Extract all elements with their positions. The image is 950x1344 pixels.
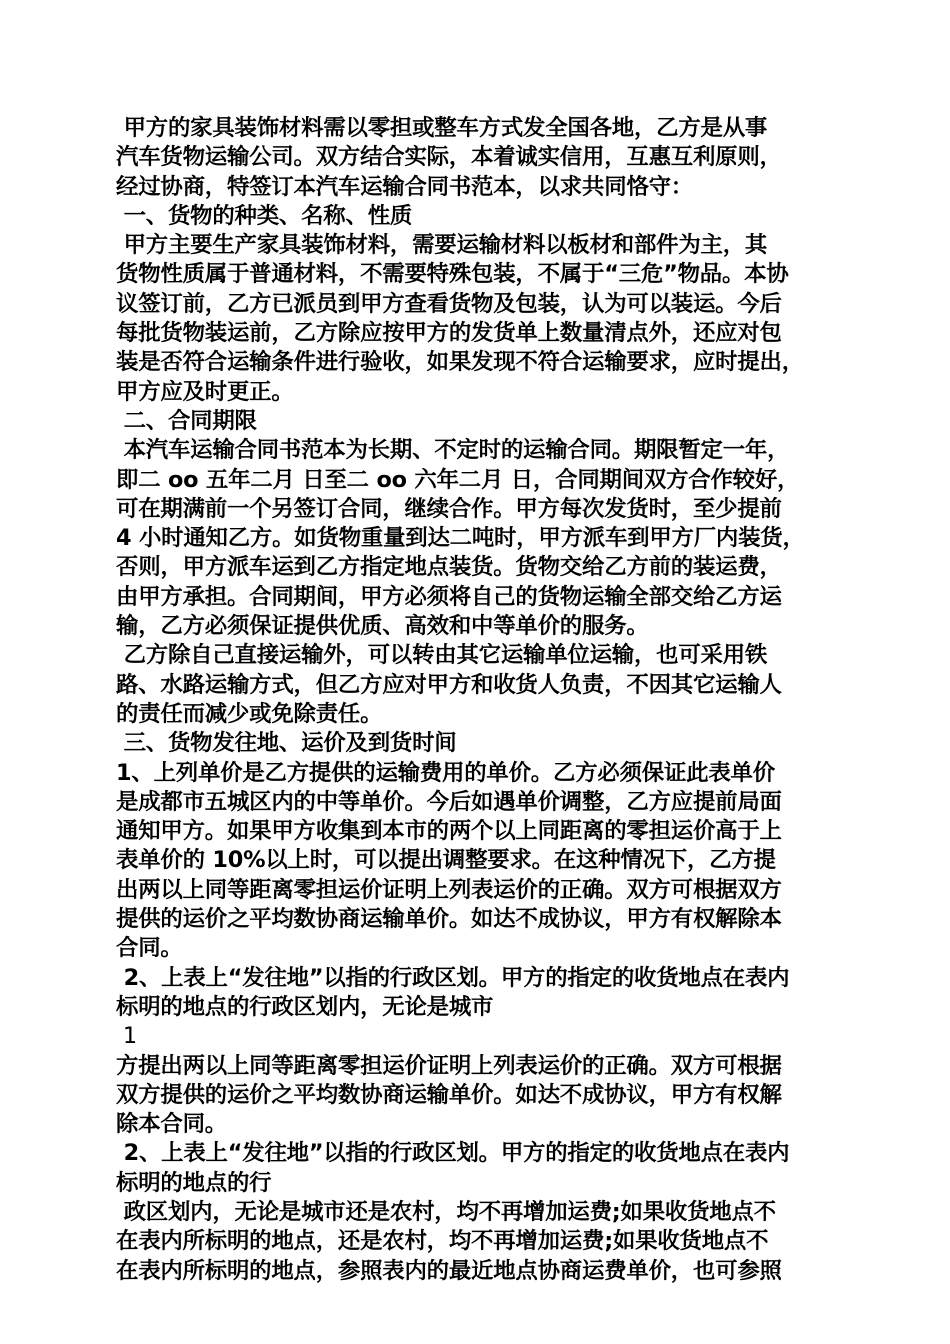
paragraph-line: 提供的运价之平均数协商运输单价。如达不成协议，甲方有权解除本	[116, 906, 782, 933]
paragraph-line: 本汽车运输合同书范本为长期、不定时的运输合同。期限暂定一年，	[116, 437, 790, 464]
paragraph-line: 标明的地点的行政区划内，无论是城市	[116, 993, 494, 1020]
paragraph-line: 否则，甲方派车运到乙方指定地点装货。货物交给乙方前的装运费，	[116, 554, 782, 581]
paragraph-line: 2、上表上“发往地”以指的行政区划。甲方的指定的收货地点在表内	[116, 1140, 790, 1167]
paragraph-line: 由甲方承担。合同期间，甲方必须将自己的货物运输全部交给乙方运	[116, 583, 782, 610]
paragraph-line: 经过协商，特签订本汽车运输合同书范本，以求共同恪守：	[116, 173, 693, 200]
paragraph-line: 的责任而减少或免除责任。	[116, 700, 383, 727]
section-heading: 二、合同期限	[116, 407, 257, 434]
paragraph-line: 乙方除自己直接运输外，可以转由其它运输单位运输，也可采用铁	[116, 642, 768, 669]
paragraph-line: 可在期满前一个另签订合同，继续合作。甲方每次发货时，至少提前	[116, 495, 782, 522]
paragraph-line: 除本合同。	[116, 1111, 227, 1138]
paragraph-line: 甲方主要生产家具装饰材料，需要运输材料以板材和部件为主，其	[116, 232, 768, 259]
paragraph-line: 表单价的 10%以上时，可以提出调整要求。在这种情况下，乙方提	[116, 847, 776, 874]
paragraph-line: 4 小时通知乙方。如货物重量到达二吨时，甲方派车到甲方厂内装货，	[116, 525, 805, 552]
paragraph-line: 1、上列单价是乙方提供的运输费用的单价。乙方必须保证此表单价	[116, 759, 775, 786]
paragraph-line: 2、上表上“发往地”以指的行政区划。甲方的指定的收货地点在表内	[116, 964, 790, 991]
paragraph-line: 议签订前，乙方已派员到甲方查看货物及包装，认为可以装运。今后	[116, 290, 782, 317]
paragraph-line: 路、水路运输方式，但乙方应对甲方和收货人负责，不因其它运输人	[116, 671, 782, 698]
paragraph-line: 每批货物装运前，乙方除应按甲方的发货单上数量清点外，还应对包	[116, 320, 782, 347]
paragraph-line: 通知甲方。如果甲方收集到本市的两个以上同距离的零担运价高于上	[116, 818, 782, 845]
paragraph-line: 甲方应及时更正。	[116, 378, 294, 405]
page-number: 1	[116, 1023, 137, 1050]
paragraph-line: 方提出两以上同等距离零担运价证明上列表运价的正确。双方可根据	[116, 1052, 782, 1079]
paragraph-line: 双方提供的运价之平均数协商运输单价。如达不成协议，甲方有权解	[116, 1081, 782, 1108]
contract-text	[116, 114, 844, 1286]
paragraph-line: 即二 oo 五年二月 日至二 oo 六年二月 日，合同期间双方合作较好，	[116, 466, 800, 493]
section-heading: 一、货物的种类、名称、性质	[116, 202, 413, 229]
paragraph-line: 出两以上同等距离零担运价证明上列表运价的正确。双方可根据双方	[116, 876, 782, 903]
paragraph-line: 在表内所标明的地点，还是农村，均不再增加运费;如果收货地点不	[116, 1228, 769, 1255]
paragraph-line: 甲方的家具装饰材料需以零担或整车方式发全国各地，乙方是从事	[116, 115, 768, 141]
section-heading: 三、货物发往地、运价及到货时间	[116, 730, 457, 757]
paragraph-line: 政区划内，无论是城市还是农村，均不再增加运费;如果收货地点不	[116, 1198, 776, 1225]
paragraph-line: 汽车货物运输公司。双方结合实际，本着诚实信用，互惠互利原则，	[116, 144, 782, 171]
paragraph-line: 在表内所标明的地点，参照表内的最近地点协商运费单价，也可参照	[116, 1257, 782, 1284]
paragraph-line: 货物性质属于普通材料，不需要特殊包装，不属于“三危”物品。本协	[116, 261, 789, 288]
paragraph-line: 装是否符合运输条件进行验收，如果发现不符合运输要求，应时提出，	[116, 349, 804, 376]
paragraph-line: 是成都市五城区内的中等单价。今后如遇单价调整，乙方应提前局面	[116, 788, 782, 815]
paragraph-line: 合同。	[116, 935, 183, 962]
paragraph-line: 输，乙方必须保证提供优质、高效和中等单价的服务。	[116, 613, 649, 640]
paragraph-line: 标明的地点的行	[116, 1169, 272, 1196]
